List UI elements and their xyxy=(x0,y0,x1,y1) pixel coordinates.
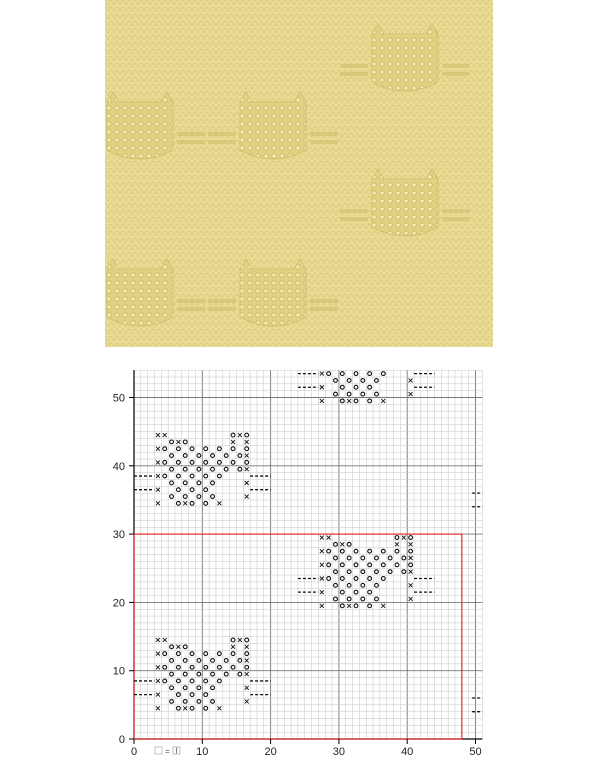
yarn-over-symbol xyxy=(354,358,358,362)
x-tick-label: 40 xyxy=(401,746,414,758)
knitted-swatch-photo xyxy=(105,0,493,347)
yarn-over-symbol xyxy=(368,358,372,362)
purl-ridge xyxy=(177,140,205,144)
y-tick-label: 0 xyxy=(118,734,125,746)
purl-ridge xyxy=(310,140,338,144)
x-tick-label: 10 xyxy=(196,746,209,758)
decrease-symbol xyxy=(320,358,324,362)
yarn-over-symbol xyxy=(375,365,379,369)
yarn-over-symbol xyxy=(375,351,379,355)
decrease-symbol xyxy=(409,365,413,369)
yarn-over-symbol xyxy=(402,351,406,355)
purl-ridge xyxy=(310,307,338,311)
purl-ridge xyxy=(442,209,470,213)
yarn-over-symbol xyxy=(388,351,392,355)
yarn-over-symbol xyxy=(395,358,399,362)
x-tick-label: 50 xyxy=(469,746,482,758)
yarn-over-symbol xyxy=(334,351,338,355)
yarn-over-symbol xyxy=(347,365,351,369)
x-tick-label: 20 xyxy=(264,746,277,758)
yarn-over-symbol xyxy=(409,358,413,362)
purl-ridge xyxy=(340,217,368,221)
yarn-over-symbol xyxy=(334,365,338,369)
lace-panel xyxy=(240,92,306,159)
purl-ridge xyxy=(442,217,470,221)
yarn-over-symbol xyxy=(347,351,351,355)
y-tick-label: 10 xyxy=(112,665,125,678)
decrease-symbol xyxy=(409,351,413,355)
chart-legend xyxy=(155,747,180,757)
purl-ridge xyxy=(177,132,205,136)
purl-ridge xyxy=(177,299,205,303)
y-tick-label: 50 xyxy=(112,392,125,405)
y-tick-label: 20 xyxy=(112,597,125,610)
purl-ridge xyxy=(310,132,338,136)
yarn-over-symbol xyxy=(381,358,385,362)
purl-ridge xyxy=(208,299,236,303)
lace-panel xyxy=(107,92,173,159)
yarn-over-symbol xyxy=(361,351,365,355)
yarn-over-symbol xyxy=(402,365,406,369)
legend-swatch xyxy=(155,747,162,754)
x-tick-label: 30 xyxy=(332,746,346,758)
chart-grid xyxy=(134,370,482,739)
yarn-over-symbol xyxy=(340,358,344,362)
purl-ridge xyxy=(208,132,236,136)
yarn-over-symbol xyxy=(327,358,331,362)
knitting-chart xyxy=(0,350,606,768)
lace-panel xyxy=(107,259,173,326)
purl-ridge xyxy=(442,72,470,76)
purl-ridge xyxy=(340,209,368,213)
x-tick-label: 0 xyxy=(130,746,138,758)
lace-panel xyxy=(240,259,306,326)
yarn-over-symbol xyxy=(388,365,392,369)
y-tick-label: 30 xyxy=(112,529,125,542)
purl-ridge xyxy=(340,64,368,68)
lace-panel xyxy=(372,24,438,91)
yarn-over-symbol xyxy=(361,365,365,369)
legend-stitch-symbol: I xyxy=(175,746,178,756)
legend-equals: = xyxy=(165,747,170,756)
purl-ridge xyxy=(340,72,368,76)
purl-ridge xyxy=(310,299,338,303)
lace-panel xyxy=(372,169,438,236)
y-tick-label: 40 xyxy=(112,460,125,473)
purl-ridge xyxy=(442,64,470,68)
purl-ridge xyxy=(208,307,236,311)
purl-ridge xyxy=(208,140,236,144)
purl-ridge xyxy=(177,307,205,311)
